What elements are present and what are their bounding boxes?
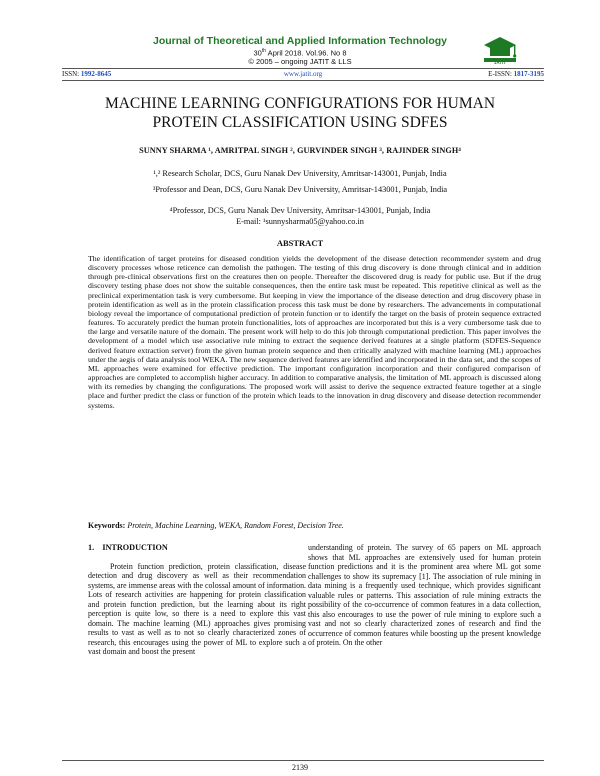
logo-text: JATIT (493, 60, 507, 65)
issue-info: 30th April 2018. Vol.96. No 8 (253, 48, 347, 58)
title-line-2: PROTEIN CLASSIFICATION USING SDFES (152, 114, 448, 131)
intro-paragraph-left: Protein function prediction, protein classification, disease detection and drug discovery as well as their recommendation systems, are immense areas with the colossal amount of information. Lots of research activities are happening for protein classification and protein function prediction, but the learning about its right perception is quite low, so there is a need to explore this vast domain. The machine learning (ML) approaches gives promising results to vast as well as to not so clearly characterized zones of research, this encourages using the power of ML to explore such a vast domain and boost the present (88, 561, 306, 656)
footer-rule (62, 760, 544, 761)
journal-title: Journal of Theoretical and Applied Information Technology (152, 35, 447, 47)
email-line: E-mail: ¹sunnysharma05@yahoo.co.in (236, 217, 364, 226)
keywords-label: Keywords: (88, 521, 128, 530)
eissn: E-ISSN: 1817-3195 (488, 70, 544, 78)
title-line-1: MACHINE LEARNING CONFIGURATIONS FOR HUMAN (104, 95, 496, 112)
abstract-heading: ABSTRACT (276, 238, 324, 248)
intro-paragraph-right: understanding of protein. The survey of 65 papers on ML approach shows that ML approaches are extensively used for human protein function predictions and it is the prominent area where ML got some challenges to show its supremacy [1]. The association of rule mining in data mining is a frequently used technique, which provides significant valuable rules or patterns. This association of rule mining extracts the possibility of the co-occurrence of common features in a data collection, this also encourages to use the power of rule mining to explore such a vast and not so clearly characterized zones of research and find the occurrence of common features while boosting up the present knowledge of protein. On the other (308, 543, 541, 647)
affiliation-1: ¹,² Research Scholar, DCS, Guru Nanak Dev University, Amritsar-143001, Punjab, India (153, 169, 447, 178)
paper-title (60, 94, 540, 132)
intro-right-column (308, 543, 541, 648)
header-rule-bottom (62, 80, 544, 81)
website-link[interactable]: www.jatit.org (283, 70, 323, 78)
page-number: 2139 (292, 763, 308, 772)
header-rule-top (62, 68, 544, 69)
affiliation-3: ⁴Professor, DCS, Guru Nanak Dev University, Amritsar-143001, Punjab, India (169, 206, 431, 215)
intro-left-column (88, 543, 306, 657)
affiliation-2: ³Professor and Dean, DCS, Guru Nanak Dev University, Amritsar-143001, Punjab, India (152, 185, 448, 194)
authors: SUNNY SHARMA ¹, AMRITPAL SINGH ², GURVINDER SINGH ³, RAJINDER SINGH⁴ (139, 146, 461, 155)
issn: ISSN: 1992-8645 (62, 70, 112, 78)
keywords-value: Protein, Machine Learning, WEKA, Random Forest, Decision Tree. (127, 521, 344, 530)
keywords (88, 521, 541, 530)
section-heading: 1. INTRODUCTION (88, 543, 168, 552)
abstract-body: The identification of target proteins for diseased condition yields the development of the disease detection recommender system and drug discovery processes whose reticence can demolish the pathogen. The testing of this drug discovery is done through clinical and in addition through pre-clinical observations first on the creatures then on people. Thereafter the discovered drug is ready for public use. But if the drug discovery testing phase does not show the suitable consequences, then the entire task must be repeated. This repetitive clinical as well as the preclinical experimentation task is very cumbersome. But keeping in view the importance of the disease detection and drug discovery phase in protein identification as well as in the protein classification process this task must be done by researchers. The advancements in computational biology reveal the importance of computational prediction of protein function or to identify the target on the basis of protein sequence extracted features. To accurately predict the human protein functionalities, lots of approaches are incorporated but this is a very cumbersome task due to the large and versatile nature of the domain. The present work will help to do this job through computational prediction. This paper involves the development of a model which use associative rule mining to extract the sequence derived features at a single platform (SDFES-Sequence derived feature extraction server) from the given human protein sequence and then critically analyzed with machine learning (ML) approaches under the aegis of data analysis tool WEKA. The new sequence derived features are identified and incorporated in the data set, and the scopes of ML approaches were examined for effective prediction. The important configuration incorporation and their configured comparison of approaches are completed to accomplish higher accuracy. In addition to comparative analysis, the limitation of ML approach is discussed along with its remedies by changing the configurations. The proposed work will assist to derive the sequence extracted feature together at a single place and further predict the class or function of the protein which leads to the innovation in drug discovery and disease detection recommender systems. (88, 254, 541, 410)
issn-row (62, 70, 544, 80)
copyright-line: © 2005 – ongoing JATIT & LLS (248, 57, 352, 66)
